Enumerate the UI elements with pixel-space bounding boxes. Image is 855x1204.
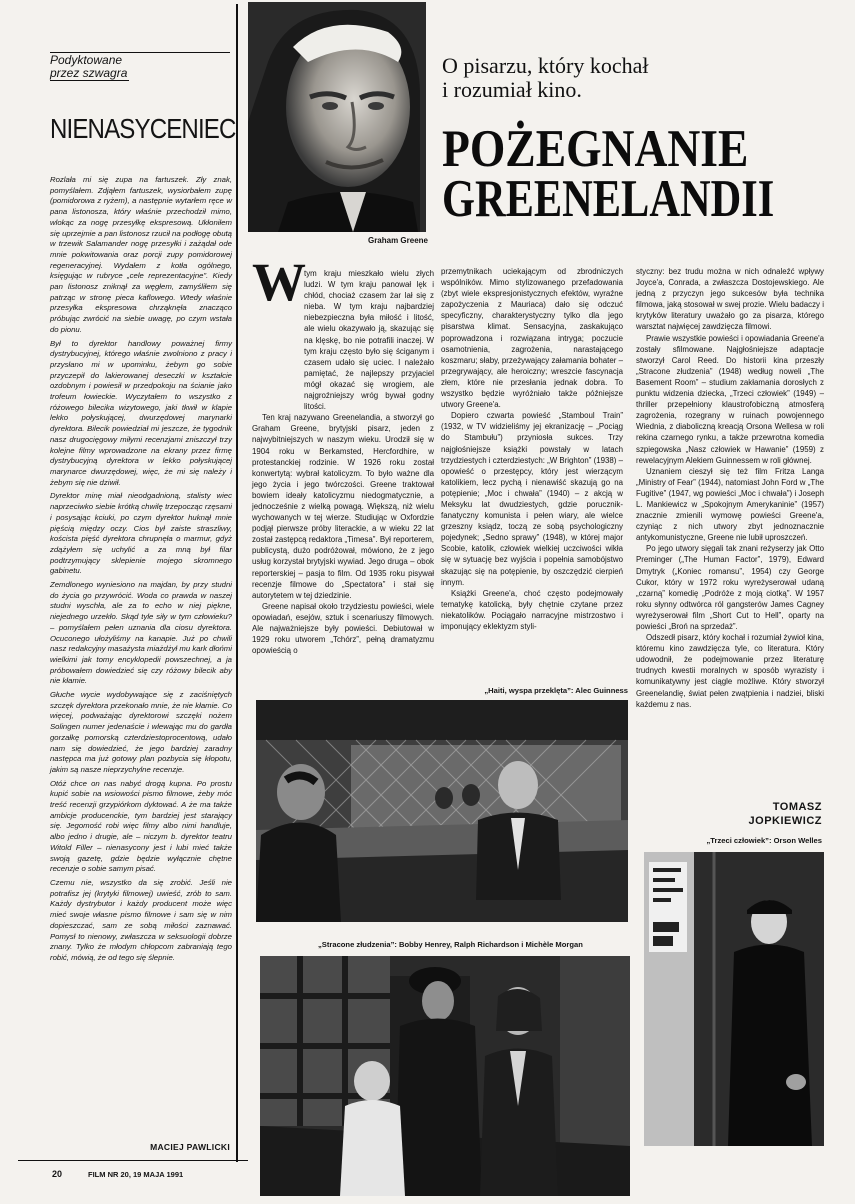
sidebar-column bbox=[50, 52, 236, 144]
portrait-illustration bbox=[248, 2, 426, 232]
fallen-idol-still bbox=[260, 956, 630, 1196]
sidebar-paragraph: Czemu nie, wszystko da się zrobić. Jeśli nie potrafisz jej (krytyki filmowej) uwieść, zrób to sam. Każdy dystrybutor i każdy producent może więc mieć swoje własne pismo filmowe i sam się w nim dopieszczać, sam ze sobą miłości zaznawać. Pomysł to nienowy, zwłaszcza w seksuologii dobrze znany. Tylko że młodym chłopcom zabraniają tego robić, mówią, że od tego się ślepnie. bbox=[50, 878, 232, 962]
headline-line1: POŻEGNANIE bbox=[442, 120, 749, 178]
article-subtitle bbox=[442, 54, 842, 102]
haiti-still bbox=[256, 700, 628, 922]
third-man-caption: „Trzeci człowiek”: Orson Welles bbox=[706, 836, 822, 845]
sidebar-paragraph: Głuche wycie wydobywające się z zaciśniętych szczęk dyrektora przekonało mnie, że nie kłamie. Co więcej, podważając dyrektorowi szczęki nożem Solingen numer jedenaście i wlewając mu do gardła gorzałkę pomorską czterdziestoprocentową, udało nam się dowiedzieć, że jego bardziej zaradny następca ma już gotowy plan pozbycia się kłopotu, jakim są nasze nieprzychylne recenzje. bbox=[50, 690, 232, 774]
page-number: 20 bbox=[52, 1169, 63, 1179]
article-headline bbox=[442, 120, 842, 228]
author-line1: TOMASZ bbox=[772, 801, 822, 813]
sidebar-kicker-line1: Podyktowane bbox=[50, 53, 123, 67]
left-column-divider bbox=[236, 4, 238, 1162]
sidebar-paragraph: Dyrektor minę miał nieodgadnioną, stalisty wiec naprzeciwko siebie krótką chwilę trzepocząc rzęsami i posysając kciuki, po czym dyrektor huknął mnie pięścią między oczy. Cios był zaiste straszliwy, koścista pięść dyrektora chrupnęła o marmur, gdyż zdążyłem się uchylić a za mną był filar podtrzymujący sklepienie mojego skromnego gabinetu. bbox=[50, 491, 232, 576]
sidebar-body bbox=[50, 175, 232, 967]
sidebar-title: NIENASYCENIEC bbox=[50, 113, 236, 144]
article-column-3 bbox=[636, 266, 824, 710]
sidebar-author: MACIEJ PAWLICKI bbox=[150, 1142, 230, 1152]
sidebar-paragraph: Rozlała mi się zupa na fartuszek. Zły znak, pomyślałem. Zdjąłem fartuszek, wysiorbałem zupę (pomidorowa z ryżem), a następnie wytarłem ręce w pana listonosza, który właśnie przechodził mimo, wlokąc za nogę przesyłkę ekspresową. Ukłoniłem się uprzejmie a pan listonosz rzucił na podłogę obutą w trzewik Salamander nogę przesyłki i zażądał ode mnie pokwitowania oraz porcji zupy pomidorowej regeneracyjnej. Wydałem z kotła ogólnego, księgując w rubryce „cele reprezentacyjne”. Kiedy pan listonosz zniknął za węgłem, zamyśliłem się patrząc w stronę pieca kaflowego. Wtedy właśnie przesyłka ekspresowa chrząknęła znacząco próbując zwrócić na siebie uwagę, po czym wstała do pionu. bbox=[50, 175, 232, 334]
article-author bbox=[700, 800, 822, 828]
article-paragraph: tym kraju mieszkało wielu złych ludzi. W tym kraju panował lęk i chłód, chociaż czasem żar lał się z nieba. W tym kraju najbardziej niebezpieczna była miłość i litość, ale wielu okazywało ją, skazując się na klęskę, bo nie potrafili inaczej. W tym kraju często było się ściganym i czasem udało się uciec. I należało pamiętać, że najlepszy przyjaciel mógł okazać się wrogiem, ale najgroźniejszy wróg bywał godny litości. bbox=[304, 269, 434, 412]
issue-info: FILM NR 20, 19 MAJA 1991 bbox=[88, 1170, 184, 1179]
dropcap: W bbox=[252, 252, 306, 312]
article-paragraph: Książki Greene'a, choć często podejmowały tematykę katolicką, były chętnie czytane przez niekatolików. Pociągało narracyjne mistrzostwo i imponujący eklektyzm styli- bbox=[441, 588, 623, 631]
article-paragraph: Prawie wszystkie powieści i opowiadania Greene'a zostały sfilmowane. Najgłośniejsze adaptacje stworzył Carol Reed. Do historii kina przeszły „Stracone złudzenia” (1948) według noweli „The Basement Room” – studium zakłamania dorosłych z punktu widzenia dziecka, „Trzeci człowiek” (1949) – thriller przepełniony klaustrofobiczną atmosferą zagrożenia, rozegrany w ruinach powojennego Wiednia, z diaboliczną kreacją Orsona Wellesa w roli rekina czarnego rynku, a także przewrotna komedia szpiegowska „Nasz człowiek w Hawanie” (1959) z rewelacyjnym Alekiem Guinnessem w roli głównej. bbox=[636, 333, 824, 465]
article-paragraph: Uznaniem cieszył się też film Fritza Langa „Ministry of Fear” (1944), natomiast John Ford w „The Fugitive” (1947, wg powieści „Moc i chwała”) i Joseph L. Mankiewicz w „Spokojnym Amerykaninie” (1957) znacznie zmienili wymowę powieści Greene'a, czyniąc z nich utwory zbyt jednoznacznie antykomunistyczne, Greene nie lubił uproszczeń. bbox=[636, 466, 824, 543]
third-man-illustration bbox=[644, 852, 824, 1146]
article-paragraph: Odszedł pisarz, który kochał i rozumiał żywioł kina, któremu kino zawdzięcza tyle, co literatura. Który udowodnił, że podejmowanie przez literaturę trudnych kwestii moralnych w sposób wyrazisty i komunikatywny jest ciągle możliwe. Który stworzył Greenelandię, świat pełen zwątpienia i nadziei, bliski każdemu z nas. bbox=[636, 633, 824, 709]
article-column-1 bbox=[252, 268, 434, 656]
sidebar-paragraph: Otóż chce on nas nabyć drogą kupna. Po prostu kupić sobie na wsiowości pismo filmowe, żeby móc treść recenzji grzypiórkom dyktować. A że ma także ambicje producenckie, tym bardziej jest starający się. Jegomość robi więc filmy albo nimi handluje, albo jedno i drugie, ale – niczym b. dyrektor teatru Witold Filler – nienasycony jest i lubi mieć także swoją gazetę, gdzie będzie wyłącznie chętne recenzje o sobie samym pisać. bbox=[50, 778, 232, 874]
article-paragraph: Ten kraj nazywano Greenelandia, a stworzył go Graham Greene, brytyjski pisarz, jeden z najwybitniejszych w naszym wieku. Urodził się w 1904 roku w Berkamsted, Hercfordhire, w protestanckiej rodzinie. W 1926 roku został konwertytą: wybrał katolicyzm. To było ważne dla jego życia i jego twórczości. Greene traktował bowiem ideały katolicyzmu niedogmatycznie, a jednocześnie z wielką powagą. Większą, niż wielu wychowanych w tej wierze. Studiując w Oxfordzie podjął pierwsze próby literackie, a w wieku 22 lat został zastępcą redaktora „Timesa”. Był reporterem, publicystą, dużo podróżował, mówiono, że z jego usług korzystał brytyjski wywiad. Jego druga – obok reporterskiej – pasja to film. Od 1935 roku pisywał recenzje filmowe do „Spectatora” i stał się autorytetem w tej dziedzinie. bbox=[252, 413, 434, 600]
fallen-idol-caption: „Stracone złudzenia”: Bobby Henrey, Ralph Richardson i Michèle Morgan bbox=[318, 940, 583, 949]
article-paragraph: Dopiero czwarta powieść „Stamboul Train” (1932, w TV widzieliśmy jej ekranizację – „Pociąg do Stambułu”) przyniosła sukces. Trzy najgłośniejsze książki powstały w latach trzydziestych i czterdziestych: „W Brighton” (1938) – opowieść o przestępcy, który jest wierzącym katolikiem, lecz pychą i nienawiść skazują go na potępienie; „Moc i chwała” (1940) – z akcją w Meksyku lat dwudziestych, gdzie porucznik-fanatyczny komunista i pełen wiary, ale wielce grzeszny ksiądz, toczą ze sobą psychologiczny pojedynek; „Sedno sprawy” (1948), w której major Scobie, katolik, człowiek wielkiej uczciwości wikła się w sytuację bez wyjścia i popełnia samobójstwo skazując się na potępienie, by oszczędzić cierpień innym. bbox=[441, 411, 623, 587]
haiti-still-illustration bbox=[256, 700, 628, 922]
portrait-caption: Graham Greene bbox=[367, 236, 428, 245]
article-paragraph: przemytnikach uciekającym od zbrodniczych wspólników. Mimo stylizowanego przefadowania (zbyt wiele ekspresjonistycznych efektów, wyraźne zapożyczenia z Mauriaca) dało się odczuć specyficzny, charakterystyczny tylko dla jego pisarstwa klimat. Sensacyjna, zaskakująco poprowadzona i rozwiązana intryga; poczucie osamotnienia, zagrożenia, narastającego koszmaru; słaby, przeżywający załamania bohater – przegrywający, ale heroiczny; wreszcie fascynacja złem, które nie przesłania jednak dobra. To wszystko będzie wyróżniało także późniejsze utwory Greene'a. bbox=[441, 267, 623, 410]
article-paragraph: Po jego utwory sięgali tak znani reżyserzy jak Otto Preminger („The Human Factor”, 1979), Edward Dmytryk („Koniec romansu”, 1954) czy George Cukor, który w 1972 roku wyreżyserował udaną „czarną” komedię „Podróże z moją ciotką”. W 1957 roku słynny odtwórca ról gangsterów James Cagney wyreżyserował film „Short Cut to Hell”, oparty na powieści „Broń na sprzedaż”. bbox=[636, 544, 824, 631]
haiti-caption: „Haiti, wyspa przeklęta”: Alec Guinness bbox=[484, 686, 628, 695]
article-paragraph: Greene napisał około trzydziestu powieści, wiele opowiadań, esejów, sztuk i scenariuszy filmowych. Ale najważniejsze były powieści. Debiutował w 1929 roku utworem „Tchórz”, pełną dramatyzmu opowieścią o bbox=[252, 601, 434, 656]
sidebar-paragraph: Zemdlonego wyniesiono na majdan, by przy studni do życia go przywrócić. Woda co prawda w naszej studni wyschła, ale za to echo w niej piękne, niejednego urzekło. Skąd tyle siły w tym człowieku? – pomyślałem pełen uznania dla ciosu dyrektora. Ocuconego ułożyliśmy na kanapie. Już po chwili nasz redakcyjny masażysta miażdżył mu kark dłońmi wielkimi jak tomy encyklopedii powszechnej, a ja próbowałem dowiedzieć się czy różowy bilecik aby nie kłamie. bbox=[50, 580, 232, 686]
footer-rule bbox=[18, 1160, 248, 1161]
sidebar-kicker-line2: przez szwagra bbox=[50, 66, 128, 80]
author-line2: JOPKIEWICZ bbox=[748, 815, 822, 827]
article-column-2 bbox=[441, 266, 623, 632]
subtitle-line1: O pisarzu, który kochał bbox=[442, 53, 649, 78]
fallen-idol-illustration bbox=[260, 956, 630, 1196]
sidebar-paragraph: Był to dyrektor handlowy poważnej firmy dystrybucyjnej, którego właśnie zwolniono z pracy i przysłano mi w upominku, żebym go sobie przyczepił do lakierowanej deseczki w kształcie ozdobnym i powiesił w przedpokoju na ścianie jako trofeum łowieckie. Wyczytałem to wszystko z różowego bilecika wizytowego, jaki tkwił w klapie lekko połyskującej, dwurzędowej marynarki dyrektora. Bilecik powiedział mi jeszcze, że tygodnik nasz drugocięgowy miłymi recenzjami zniszczył trzy kolejne filmy wprowadzone na ekrany przez firmę dystrybucyjną dyrektora w lekko połyskującej marynarce dwurzędowej, więc, że mi się należy i żebym się nie dziwił. bbox=[50, 338, 232, 487]
headline-line2: GREENELANDII bbox=[442, 170, 775, 228]
subtitle-line2: i rozumiał kino. bbox=[442, 77, 582, 102]
article-paragraph: styczny: bez trudu można w nich odnaleźć wpływy Joyce'a, Conrada, a zwłaszcza Dostojewskiego. Ale jedną z przyczyn jego sukcesów była technika filmowa, jaką stosował w swej prozie. Wielu badaczy i krytyków literatury uważało go za pisarza, którego warsztat najwięcej zawdzięcza filmowi. bbox=[636, 267, 824, 332]
third-man-still bbox=[644, 852, 824, 1146]
graham-greene-photo bbox=[248, 2, 426, 232]
sidebar-kicker bbox=[50, 52, 230, 81]
